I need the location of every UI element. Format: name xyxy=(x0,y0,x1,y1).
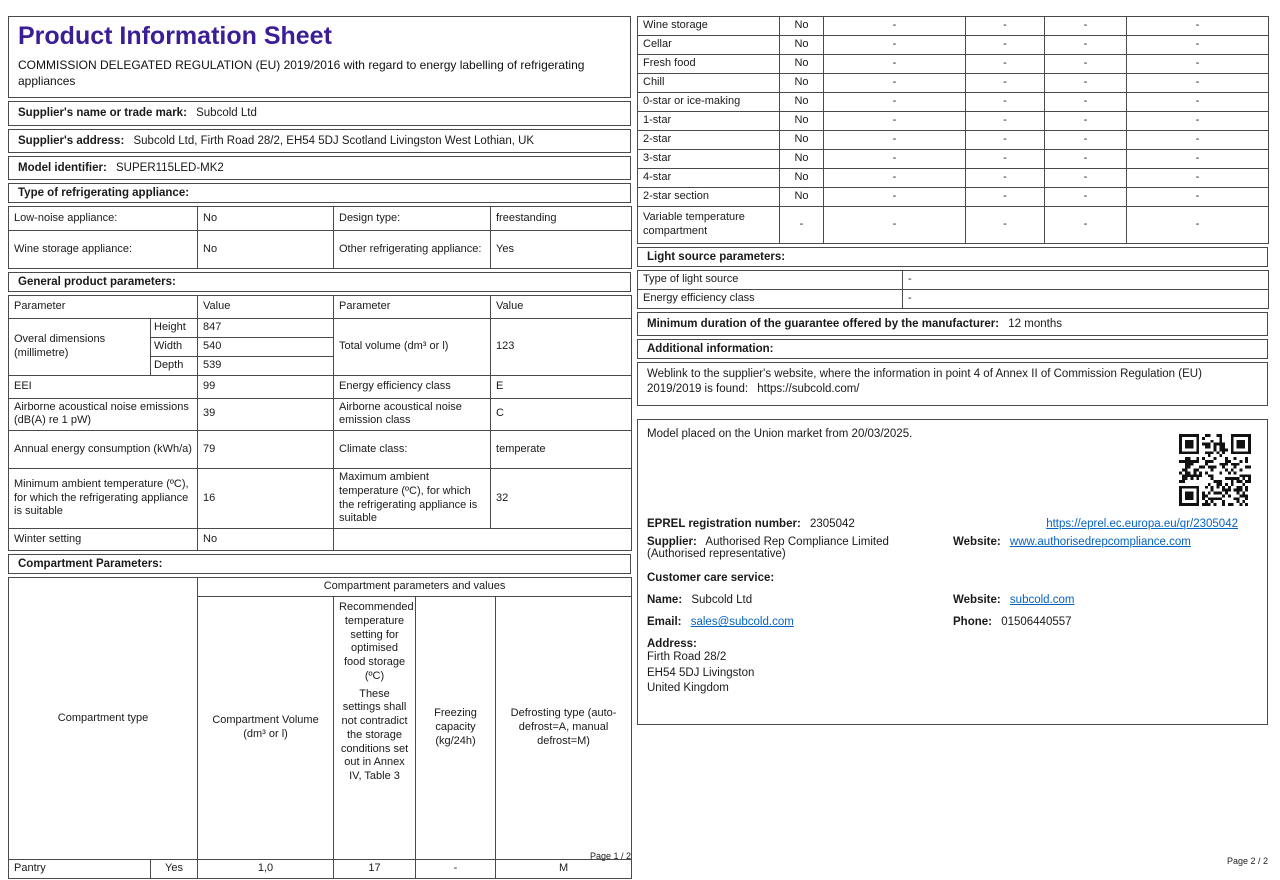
guarantee-label: Minimum duration of the guarantee offered by the manufacturer: xyxy=(647,318,1000,330)
title-box xyxy=(8,16,631,98)
eprel-row xyxy=(647,518,1258,530)
compartment-continuation-table xyxy=(637,16,1269,244)
table-row xyxy=(9,469,632,529)
pantry-volume: 1,0 xyxy=(198,860,334,879)
empty-cell xyxy=(334,529,632,551)
noise-label: Airborne acoustical noise emissions (dB(A) re 1 pW) xyxy=(9,398,198,431)
compartment-dash: - xyxy=(966,207,1045,244)
table-row xyxy=(9,398,632,431)
noise-class-value: C xyxy=(491,398,632,431)
min-temp-value: 16 xyxy=(198,469,334,529)
table-row xyxy=(638,93,1269,112)
supplier-address-row xyxy=(8,129,631,153)
compartment-dash: - xyxy=(1045,169,1127,188)
depth-value: 539 xyxy=(198,356,334,375)
care-phone-value: 01506440557 xyxy=(1001,616,1072,629)
compartment-dash: - xyxy=(966,150,1045,169)
compartment-dash: - xyxy=(966,169,1045,188)
compartment-dash: - xyxy=(824,131,966,150)
compartment-dash: - xyxy=(824,93,966,112)
table-row xyxy=(9,860,632,879)
depth-label: Depth xyxy=(151,356,198,375)
wine-appliance-value: No xyxy=(198,231,334,269)
eprel-value: 2305042 xyxy=(810,518,855,531)
compartment-dash: - xyxy=(1045,55,1127,74)
compartment-dash: - xyxy=(1045,17,1127,36)
value-header-2: Value xyxy=(491,296,632,319)
compartment-label: 4-star xyxy=(638,169,780,188)
compartment-dash: - xyxy=(1045,93,1127,112)
low-noise-value: No xyxy=(198,207,334,231)
compartment-dash: - xyxy=(1045,188,1127,207)
care-website-link[interactable]: subcold.com xyxy=(1009,594,1075,607)
care-name-label: Name: xyxy=(647,594,683,607)
table-row xyxy=(9,375,632,398)
compartment-label: Fresh food xyxy=(638,55,780,74)
compartment-dash: - xyxy=(1127,188,1269,207)
compartment-dash: - xyxy=(966,188,1045,207)
freezing-capacity-header: Freezing capacity (kg/24h) xyxy=(416,597,496,860)
regulation-text: COMMISSION DELEGATED REGULATION (EU) 2019/2016 with regard to energy labelling of refrigerating appliances xyxy=(18,58,585,88)
table-row xyxy=(9,296,632,319)
table-row xyxy=(9,207,632,231)
compartment-dash: - xyxy=(1127,169,1269,188)
compartment-volume-header: Compartment Volume (dm³ or l) xyxy=(198,597,334,860)
weblink-text: Weblink to the supplier's website, where the information in point 4 of Annex II of Commission Regulation (EU) 2019/2019 is found: xyxy=(647,368,1202,395)
compartment-dash: - xyxy=(966,131,1045,150)
compartment-label: Cellar xyxy=(638,36,780,55)
param-header-1: Parameter xyxy=(9,296,198,319)
climate-label: Climate class: xyxy=(334,431,491,469)
care-website-label: Website: xyxy=(953,594,1001,607)
other-appliance-label: Other refrigerating appliance: xyxy=(334,231,491,269)
winter-value: No xyxy=(198,529,334,551)
compartment-dash: - xyxy=(966,17,1045,36)
value-header-1: Value xyxy=(198,296,334,319)
table-row xyxy=(638,74,1269,93)
compartment-table xyxy=(8,577,632,879)
care-email-link[interactable]: sales@subcold.com xyxy=(690,616,794,629)
table-row xyxy=(638,55,1269,74)
compartment-present: No xyxy=(780,36,824,55)
pantry-type: Pantry xyxy=(9,860,151,879)
design-type-value: freestanding xyxy=(491,207,632,231)
compartment-present: No xyxy=(780,150,824,169)
customer-care-header: Customer care service: xyxy=(647,572,775,585)
compartment-dash: - xyxy=(1127,74,1269,93)
model-identifier-label: Model identifier: xyxy=(18,161,107,174)
qr-code xyxy=(1179,434,1251,506)
compartment-dash: - xyxy=(824,169,966,188)
compartment-dash: - xyxy=(824,207,966,244)
supplier-address-value: Subcold Ltd, Firth Road 28/2, EH54 5DJ Scotland Livingston West Lothian, UK xyxy=(133,134,535,147)
eei-value: 99 xyxy=(198,375,334,398)
care-name-value: Subcold Ltd xyxy=(691,594,753,607)
pantry-temp: 17 xyxy=(334,860,416,879)
compartment-dash: - xyxy=(1127,131,1269,150)
dimensions-label: Overal dimensions (millimetre) xyxy=(9,319,151,375)
compartment-dash: - xyxy=(1127,207,1269,244)
energy-value: 79 xyxy=(198,431,334,469)
min-temp-label: Minimum ambient temperature (ºC), for which the refrigerating appliance is suitable xyxy=(9,469,198,529)
compartment-label: 3-star xyxy=(638,150,780,169)
energy-label: Annual energy consumption (kWh/a) xyxy=(9,431,198,469)
table-row xyxy=(9,319,632,338)
table-row xyxy=(9,578,632,597)
page-2-footer: Page 2 / 2 xyxy=(1226,856,1268,866)
compartment-section-header: Compartment Parameters: xyxy=(8,554,631,574)
table-row xyxy=(9,529,632,551)
type-section-header: Type of refrigerating appliance: xyxy=(8,183,631,203)
compartment-dash: - xyxy=(966,36,1045,55)
supplier-website-label: Website: xyxy=(953,536,1001,549)
general-section-header: General product parameters: xyxy=(8,272,631,292)
address-line: Firth Road 28/2 xyxy=(647,651,727,664)
table-row xyxy=(638,271,1269,290)
compartment-span-header: Compartment parameters and values xyxy=(198,578,632,597)
width-value: 540 xyxy=(198,338,334,357)
param-header-2: Parameter xyxy=(334,296,491,319)
supplier-value: Authorised Rep Compliance Limited (Authorised representative) xyxy=(647,536,889,561)
address-label: Address: xyxy=(647,638,697,651)
table-row xyxy=(638,207,1269,244)
temp-header-main: Recommended temperature setting for optimised food storage (ºC) xyxy=(339,601,414,682)
weblink-row xyxy=(637,362,1268,406)
supplier-name-value: Subcold Ltd xyxy=(196,107,257,120)
care-email-label: Email: xyxy=(647,616,682,629)
climate-value: temperate xyxy=(491,431,632,469)
compartment-temp-header xyxy=(334,597,416,860)
care-contact-row xyxy=(647,616,1258,628)
supplier-address-label: Supplier's address: xyxy=(18,134,125,147)
weblink-url: https://subcold.com/ xyxy=(757,382,860,395)
table-row xyxy=(638,36,1269,55)
compartment-dash: - xyxy=(966,74,1045,93)
noise-value: 39 xyxy=(198,398,334,431)
market-text: Model placed on the Union market from 20/03/2025. xyxy=(647,428,913,441)
table-row xyxy=(638,112,1269,131)
model-identifier-value: SUPER115LED-MK2 xyxy=(116,161,224,174)
compartment-label: Wine storage xyxy=(638,17,780,36)
light-class-value: - xyxy=(903,290,1269,309)
eei-label: EEI xyxy=(9,375,198,398)
compartment-present: No xyxy=(780,17,824,36)
max-temp-label: Maximum ambient temperature (ºC), for which the refrigerating appliance is suitable xyxy=(334,469,491,529)
pantry-freeze: - xyxy=(416,860,496,879)
compartment-dash: - xyxy=(824,150,966,169)
compartment-dash: - xyxy=(1045,36,1127,55)
additional-info-header: Additional information: xyxy=(637,339,1268,359)
compartment-present: No xyxy=(780,55,824,74)
table-row xyxy=(9,231,632,269)
total-volume-value: 123 xyxy=(491,319,632,375)
compartment-dash: - xyxy=(824,55,966,74)
compartment-dash: - xyxy=(824,188,966,207)
temp-header-note: These settings shall not contradict the storage conditions set out in Annex IV, Table 3 xyxy=(340,687,409,783)
compartment-dash: - xyxy=(1045,207,1127,244)
table-row xyxy=(638,131,1269,150)
compartment-present: No xyxy=(780,169,824,188)
compartment-dash: - xyxy=(1045,112,1127,131)
compartment-dash: - xyxy=(824,112,966,131)
table-row xyxy=(638,188,1269,207)
compartment-present: No xyxy=(780,112,824,131)
compartment-dash: - xyxy=(1045,131,1127,150)
table-row xyxy=(638,290,1269,309)
compartment-label: 2-star xyxy=(638,131,780,150)
wine-appliance-label: Wine storage appliance: xyxy=(9,231,198,269)
light-type-label: Type of light source xyxy=(638,271,903,290)
table-row xyxy=(638,169,1269,188)
supplier-label: Supplier: xyxy=(647,536,697,549)
efficiency-class-label: Energy efficiency class xyxy=(334,375,491,398)
compartment-dash: - xyxy=(1127,150,1269,169)
eprel-label: EPREL registration number: xyxy=(647,518,801,531)
pantry-present: Yes xyxy=(151,860,198,879)
page-2 xyxy=(637,16,1268,725)
low-noise-label: Low-noise appliance: xyxy=(9,207,198,231)
model-identifier-row xyxy=(8,156,631,180)
light-section-header: Light source parameters: xyxy=(637,247,1268,267)
pantry-defrost: M xyxy=(496,860,632,879)
compartment-label: Chill xyxy=(638,74,780,93)
guarantee-value: 12 months xyxy=(1008,318,1062,330)
light-type-value: - xyxy=(903,271,1269,290)
care-name-row xyxy=(647,594,1258,606)
page-title: Product Information Sheet xyxy=(18,22,332,50)
compartment-present: No xyxy=(780,93,824,112)
compartment-dash: - xyxy=(966,93,1045,112)
light-source-table xyxy=(637,270,1269,309)
compartment-dash: - xyxy=(824,74,966,93)
noise-class-label: Airborne acoustical noise emission class xyxy=(334,398,491,431)
compartment-dash: - xyxy=(1127,93,1269,112)
compartment-label: 0-star or ice-making xyxy=(638,93,780,112)
efficiency-class-value: E xyxy=(491,375,632,398)
compartment-type-header: Compartment type xyxy=(9,578,198,860)
compartment-label: 2-star section xyxy=(638,188,780,207)
compartment-dash: - xyxy=(1127,17,1269,36)
compartment-label: Variable temperature compartment xyxy=(638,207,780,244)
compartment-present: No xyxy=(780,131,824,150)
compartment-dash: - xyxy=(1045,74,1127,93)
defrosting-type-header: Defrosting type (auto-defrost=A, manual defrost=M) xyxy=(496,597,632,860)
table-row xyxy=(9,431,632,469)
compartment-present: No xyxy=(780,188,824,207)
supplier-name-label: Supplier's name or trade mark: xyxy=(18,107,187,120)
compartment-dash: - xyxy=(966,55,1045,74)
compartment-dash: - xyxy=(1127,112,1269,131)
height-label: Height xyxy=(151,319,198,338)
supplier-website-link[interactable]: www.authorisedrepcompliance.com xyxy=(1009,536,1191,549)
general-parameters-table xyxy=(8,295,632,551)
compartment-dash: - xyxy=(1045,150,1127,169)
eprel-link[interactable]: https://eprel.ec.europa.eu/qr/2305042 xyxy=(1046,518,1238,531)
table-row xyxy=(638,17,1269,36)
height-value: 847 xyxy=(198,319,334,338)
compartment-dash: - xyxy=(1127,55,1269,74)
width-label: Width xyxy=(151,338,198,357)
compartment-dash: - xyxy=(824,17,966,36)
market-info-box xyxy=(637,419,1268,725)
other-appliance-value: Yes xyxy=(491,231,632,269)
light-class-label: Energy efficiency class xyxy=(638,290,903,309)
page-1-footer: Page 1 / 2 xyxy=(589,851,631,861)
supplier-row xyxy=(647,536,1258,560)
care-phone-label: Phone: xyxy=(953,616,992,629)
winter-label: Winter setting xyxy=(9,529,198,551)
address-block xyxy=(647,638,1258,697)
design-type-label: Design type: xyxy=(334,207,491,231)
compartment-dash: - xyxy=(1127,36,1269,55)
table-row xyxy=(638,150,1269,169)
compartment-dash: - xyxy=(966,112,1045,131)
address-line: United Kingdom xyxy=(647,682,729,695)
total-volume-label: Total volume (dm³ or l) xyxy=(334,319,491,375)
compartment-label: 1-star xyxy=(638,112,780,131)
compartment-dash: - xyxy=(824,36,966,55)
appliance-type-table xyxy=(8,206,632,269)
max-temp-value: 32 xyxy=(491,469,632,529)
address-line: EH54 5DJ Livingston xyxy=(647,666,755,679)
guarantee-row xyxy=(637,312,1268,336)
compartment-present: No xyxy=(780,74,824,93)
page-1 xyxy=(8,16,631,879)
compartment-present: - xyxy=(780,207,824,244)
supplier-name-row xyxy=(8,101,631,125)
